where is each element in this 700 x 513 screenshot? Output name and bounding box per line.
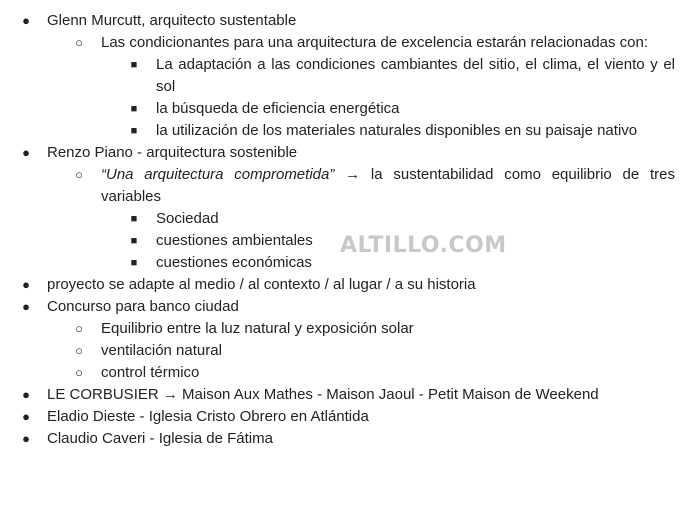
bullet-icon: ● — [22, 387, 30, 402]
list-item — [0, 54, 700, 98]
circle-bullet-icon: ○ — [75, 365, 83, 380]
list-item-text: Claudio Caveri - Iglesia de Fátima — [47, 430, 273, 447]
list-item — [0, 274, 700, 296]
circle-bullet-icon: ○ — [75, 343, 83, 358]
list-item — [0, 340, 700, 362]
list-item — [0, 164, 700, 208]
bullet-icon: ● — [22, 277, 30, 292]
document-body — [0, 10, 700, 450]
list-item — [0, 296, 700, 318]
list-item — [0, 10, 700, 32]
list-item — [0, 32, 700, 54]
list-item-text: proyecto se adapte al medio / al contexto / al lugar / a su historia — [47, 276, 476, 293]
list-item — [0, 318, 700, 340]
list-item — [0, 208, 700, 230]
square-bullet-icon: ■ — [130, 125, 138, 137]
list-item-text — [101, 164, 675, 208]
list-item — [0, 384, 700, 406]
list-item-text: La adaptación a las condiciones cambiantes del sitio, el clima, el viento y el sol — [156, 56, 675, 95]
circle-bullet-icon: ○ — [75, 321, 83, 336]
list-item — [0, 428, 700, 450]
bullet-icon: ● — [22, 299, 30, 314]
list-item-text: Concurso para banco ciudad — [47, 298, 239, 315]
square-bullet-icon: ■ — [130, 213, 138, 225]
list-item-text: Renzo Piano - arquitectura sostenible — [47, 144, 298, 161]
quote-continuation: → la sustentabilidad como equilibrio de tres variables — [101, 166, 676, 205]
watermark-logo: ALTILLO.COM — [340, 233, 507, 258]
square-bullet-icon: ■ — [130, 103, 138, 115]
bullet-icon: ● — [22, 431, 30, 446]
list-item — [0, 120, 700, 142]
list-item-text: control térmico — [101, 364, 200, 381]
list-item-text: Sociedad — [156, 210, 219, 227]
list-item-text: Las condicionantes para una arquitectura de excelencia estarán relacionadas con: — [101, 34, 649, 51]
square-bullet-icon: ■ — [130, 235, 138, 247]
list-item-text: ventilación natural — [101, 342, 222, 359]
list-item-text: la búsqueda de eficiencia energética — [156, 100, 400, 117]
square-bullet-icon: ■ — [130, 59, 138, 71]
list-item-text: LE CORBUSIER → Maison Aux Mathes - Maison Jaoul - Petit Maison de Weekend — [47, 386, 599, 403]
circle-bullet-icon: ○ — [75, 167, 83, 182]
square-bullet-icon: ■ — [130, 257, 138, 269]
bullet-icon: ● — [22, 13, 30, 28]
list-item-text: la utilización de los materiales naturales disponibles en su paisaje nativo — [156, 122, 638, 139]
quote-text: “Una arquitectura comprometida” — [101, 166, 335, 183]
list-item — [0, 406, 700, 428]
list-item-text: cuestiones ambientales — [156, 232, 313, 249]
bullet-icon: ● — [22, 145, 30, 160]
list-item — [0, 142, 700, 164]
list-item — [0, 98, 700, 120]
list-item-text: Glenn Murcutt, arquitecto sustentable — [47, 12, 297, 29]
list-item — [0, 362, 700, 384]
bullet-icon: ● — [22, 409, 30, 424]
list-item-text: Eladio Dieste - Iglesia Cristo Obrero en Atlántida — [47, 408, 369, 425]
list-item-text: Equilibrio entre la luz natural y exposición solar — [101, 320, 414, 337]
list-item-text: cuestiones económicas — [156, 254, 312, 271]
circle-bullet-icon: ○ — [75, 35, 83, 50]
